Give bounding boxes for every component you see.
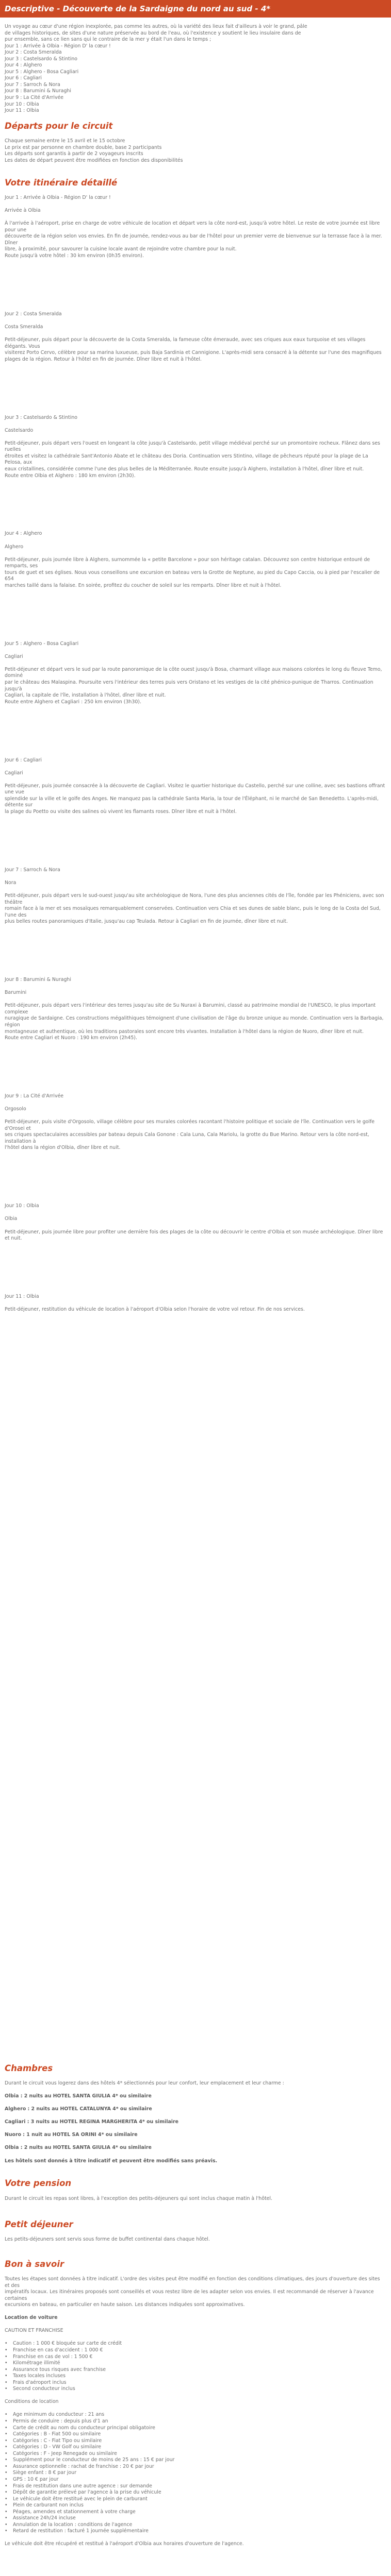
- day-description: Petit-déjeuner, puis départ pour la découverte de la Costa Smeralda, la fameuse côte émeraude, avec ses criques aux eaux turquoise et ses villages élégants. Vous: [5, 337, 366, 349]
- day-description: Petit-déjeuner, restitution du véhicule de location à l'aéroport d'Olbia selon l'horaire de votre vol retour. Fin de nos services.: [5, 1307, 305, 1313]
- day-description: ses criques spectaculaires accessibles par bateau depuis Cala Gonone : Cala Luna, Cala Mariolu, la grotte du Bue Marino. Retour vers la côte nord-est, installation à: [5, 1132, 369, 1144]
- section-title-chambres: Chambres: [5, 2063, 53, 2073]
- condition-item: [5, 2477, 385, 2483]
- day-description: libre, à proximité, pour savourer la cuisine locale avant de rejoindre votre chambre pour la nuit.: [5, 246, 237, 252]
- intro-day: Jour 3 : Castelsardo & Stintino: [5, 56, 77, 62]
- car-item: [5, 2367, 385, 2374]
- section-title-pension: Votre pension: [5, 2178, 72, 2188]
- condition-item: [5, 2522, 385, 2529]
- intro-day: Jour 9 : La Cité d'Arrivée: [5, 95, 64, 101]
- day-description: romain face à la mer et ses mosaïques remarquablement conservées. Continuation vers Chia et ses dunes de sable blanc, puis le long de la Costa del Sud, l'une des: [5, 906, 381, 918]
- condition-item-text: Carte de crédit au nom du conducteur principal obligatoire: [13, 2425, 155, 2431]
- car-item: [5, 2347, 385, 2354]
- day-title: Jour 6 : Cagliari: [5, 757, 42, 763]
- car-item-text: Second conducteur inclus: [13, 2386, 75, 2392]
- intro-day: Jour 7 : Sarroch & Nora: [5, 81, 60, 88]
- condition-item-text: Supplément pour le conducteur de moins de 25 ans : 15 € par jour: [13, 2457, 175, 2463]
- day-description: À l'arrivée à l'aéroport, prise en charge de votre véhicule de location et départ vers la côte nord-est, jusqu'à votre hôtel. Le reste de votre journée est libre pour une: [5, 221, 380, 233]
- intro-day: Jour 1 : Arrivée à Olbia - Région D' la cœur !: [5, 43, 111, 49]
- day-location: Orgosolo: [5, 1106, 26, 1112]
- bullet-icon: •: [5, 2528, 8, 2534]
- condition-item-text: Permis de conduire : depuis plus d'1 an: [13, 2418, 108, 2425]
- day-title: Jour 3 : Castelsardo & Stintino: [5, 414, 77, 420]
- bullet-icon: •: [5, 2437, 8, 2444]
- bullet-icon: •: [5, 2463, 8, 2469]
- intro-day: Jour 2 : Costa Smeralda: [5, 49, 62, 56]
- condition-item-text: Catégories : D - VW Golf ou similaire: [13, 2444, 102, 2450]
- day-title: Jour 2 : Costa Smeralda: [5, 311, 62, 317]
- day-description: tours de guet et ses églises. Nous vous conseillons une excursion en bateau vers la Grotte de Neptune, au pied du Capo Caccia, ou à pied par l'escalier de 654: [5, 569, 380, 582]
- car-item-text: Franchise en cas d'accident : 1 000 €: [13, 2347, 103, 2353]
- condition-item: [5, 2438, 385, 2445]
- condition-item: [5, 2509, 385, 2516]
- car-item: [5, 2341, 385, 2347]
- bullet-icon: •: [5, 2353, 8, 2360]
- condition-item: [5, 2489, 385, 2496]
- day-title: Jour 8 : Barumini & Nuraghi: [5, 977, 71, 983]
- condition-item: [5, 2502, 385, 2509]
- day-description: eaux cristallines, considérée comme l'une des plus belles de la Méditerranée. Route ensuite jusqu'à Alghero, installation à l'hôtel, dîner libre et nuit.: [5, 466, 364, 472]
- bullet-icon: •: [5, 2444, 8, 2450]
- day-title: Jour 7 : Sarroch & Nora: [5, 867, 60, 873]
- day-location: Alghero: [5, 544, 24, 550]
- condition-item-text: Dépôt de garantie prélevé par l'agence à la prise du véhicule: [13, 2489, 161, 2496]
- condition-item: [5, 2444, 385, 2451]
- bon-a-savoir-text: [5, 2276, 385, 2548]
- condition-item-text: Le véhicule doit être restitué avec le plein de carburant: [13, 2496, 148, 2502]
- intro-line: Un voyage au cœur d'une région inexplorée, pas comme les autres, où la variété des lieux fait d'ailleurs à voir le grand, pâle: [5, 24, 307, 29]
- itinerary: [5, 195, 385, 1365]
- bullet-icon: •: [5, 2502, 8, 2509]
- bullet-icon: •: [5, 2373, 8, 2379]
- condition-item: [5, 2528, 385, 2535]
- depart-line: Les départs sont garantis à partir de 2 voyageurs inscrits: [5, 151, 143, 157]
- hotel-item: Olbia : 2 nuits au HOTEL SANTA GIULIA 4* ou similaire: [5, 2093, 152, 2099]
- intro-day: Jour 6 : Cagliari: [5, 75, 42, 81]
- car-item-text: Taxes locales incluses: [13, 2373, 66, 2379]
- intro-day: Jour 11 : Olbia: [5, 108, 39, 114]
- condition-item: [5, 2412, 385, 2418]
- petit-dej-text: [5, 2236, 385, 2243]
- condition-item-text: Catégories : F - Jeep Renegade ou similaire: [13, 2450, 117, 2456]
- car-item: [5, 2386, 385, 2393]
- day-description: plus belles routes panoramiques d'Italie, jusqu'au cap Teulada. Retour à Cagliari en fin de journée, dîner libre et nuit.: [5, 919, 288, 925]
- day-description: par le château des Malaspina. Poursuite vers l'intérieur des terres puis vers Oristano et les vestiges de la cité phénico-punique de Tharros. Continuation jusqu'à: [5, 680, 373, 692]
- condition-item: [5, 2418, 385, 2425]
- day-description: l'hôtel dans la région d'Olbia, dîner libre et nuit.: [5, 1145, 121, 1151]
- depart-line: Chaque semaine entre le 15 avril et le 15 octobre: [5, 138, 125, 144]
- car-item-text: Kilométrage illimité: [13, 2360, 60, 2366]
- day-description: découverte de la région selon vos envies. En fin de journée, rendez-vous au bar de l'hôtel pour un premier verre de bienvenue sur la terrasse face à la mer. Dîner: [5, 233, 382, 246]
- bullet-icon: •: [5, 2347, 8, 2353]
- bullet-icon: •: [5, 2489, 8, 2496]
- day-description: étroites et visitez la cathédrale Sant'Antonio Abate et le château des Doria. Continuation vers Stintino, village de pêcheurs réputé pour la plage de La Pelosa, aux: [5, 453, 368, 466]
- intro-line: pur ensemble, sans ce lien sans qui le contraire de la mer y était l'un dans le temps ;: [5, 37, 211, 43]
- car-item: [5, 2373, 385, 2380]
- day-description: Petit-déjeuner, puis visite d'Orgosolo, village célèbre pour ses murales colorées racontant l'histoire politique et sociale de l'île. Continuation vers le golfe d'Orosei et: [5, 1119, 375, 1131]
- day-location: Barumini: [5, 990, 27, 996]
- hotel-item: Cagliari : 3 nuits au HOTEL REGINA MARGHERITA 4* ou similaire: [5, 2119, 178, 2125]
- condition-item: [5, 2515, 385, 2522]
- car-caution-title: CAUTION ET FRANCHISE: [5, 2328, 63, 2334]
- bullet-icon: •: [5, 2386, 8, 2392]
- bon-a-savoir-line: excursions en bateau, en particulier en haute saison. Les distances indiquées sont approximatives.: [5, 2302, 245, 2308]
- condition-item-text: Frais de restitution dans une autre agence : sur demande: [13, 2483, 152, 2489]
- day-description: Route jusqu'à votre hôtel : 30 km environ (0h35 environ).: [5, 252, 144, 259]
- day-description: splendide sur la ville et le golfe des Anges. Ne manquez pas la cathédrale Santa Maria, la tour de l'Éléphant, ni le marché de San Benedetto. L'après-midi, détente sur: [5, 795, 379, 808]
- day-title: Jour 4 : Alghero: [5, 531, 42, 537]
- condition-item-text: Assurance optionnelle : rachat de franchise : 20 € par jour: [13, 2463, 154, 2469]
- bullet-icon: •: [5, 2509, 8, 2515]
- car-item-text: Caution : 1 000 € bloquée sur carte de crédit: [13, 2341, 122, 2347]
- day-description: la plage du Poetto ou visite des salines où vivent les flamants roses. Dîner libre et nuit à l'hôtel.: [5, 808, 237, 815]
- depart-text: [5, 138, 385, 164]
- car-item: [5, 2354, 385, 2361]
- pension-line: Durant le circuit les repas sont libres, à l'exception des petits-déjeuners qui sont inclus chaque matin à l'hôtel.: [5, 2196, 272, 2201]
- day-description: Petit-déjeuner, puis journée consacrée à la découverte de Cagliari. Visitez le quartier historique du Castello, perché sur une colline, avec ses bastions offrant une vue: [5, 783, 385, 795]
- bullet-icon: •: [5, 2483, 8, 2489]
- intro-day: Jour 4 : Alghero: [5, 62, 42, 69]
- bullet-icon: •: [5, 2431, 8, 2437]
- bullet-icon: •: [5, 2515, 8, 2521]
- condition-item-text: GPS : 10 € par jour: [13, 2476, 59, 2482]
- condition-item-text: Plein de carburant non inclus: [13, 2502, 84, 2509]
- condition-item-text: Age minimum du conducteur : 21 ans: [13, 2412, 105, 2418]
- intro-summary: [5, 24, 345, 114]
- day-description: Petit-déjeuner, puis départ vers le sud-ouest jusqu'au site archéologique de Nora, l'une des plus anciennes cités de l'île, fondée par les Phéniciens, avec son théâtre: [5, 893, 384, 905]
- condition-item: [5, 2425, 385, 2432]
- day-title: Jour 9 : La Cité d'Arrivée: [5, 1093, 64, 1099]
- car-item: [5, 2380, 385, 2386]
- day-location: Costa Smeralda: [5, 324, 43, 330]
- condition-item: [5, 2496, 385, 2503]
- bullet-icon: •: [5, 2450, 8, 2456]
- bon-a-savoir-line: impératifs locaux. Les itinéraires proposés sont conseillés et vous restez libre de les adapter selon vos envies. Il est recommandé de réserver à l'avance certaines: [5, 2289, 374, 2301]
- day-location: Cagliari: [5, 653, 23, 659]
- day-title: Jour 11 : Olbia: [5, 1293, 39, 1299]
- bullet-icon: •: [5, 2418, 8, 2425]
- day-description: visiterez Porto Cervo, célèbre pour sa marina luxueuse, puis Baja Sardinia et Cannigione. L'après-midi sera consacré à la détente sur l'une des magnifiques: [5, 350, 382, 356]
- day-description: nuragique de Sardaigne. Ces constructions mégalithiques témoignent d'une civilisation de l'âge du bronze unique au monde. Continuation vers la Barbagia, région: [5, 1015, 384, 1028]
- condition-item-text: Péages, amendes et stationnement à votre charge: [13, 2509, 136, 2515]
- section-title-bon-a-savoir: Bon à savoir: [5, 2259, 64, 2269]
- bullet-icon: •: [5, 2412, 8, 2418]
- condition-item: [5, 2470, 385, 2477]
- day-title: Jour 10 : Olbia: [5, 1203, 39, 1209]
- bullet-icon: •: [5, 2366, 8, 2372]
- condition-item: [5, 2483, 385, 2490]
- day-description: plages de la région. Retour à l'hôtel en fin de journée. Dîner libre et nuit à l'hôtel.: [5, 356, 202, 362]
- car-item-text: Assurance tous risques avec franchise: [13, 2366, 106, 2372]
- day-description: Petit-déjeuner, puis départ vers l'intérieur des terres jusqu'au site de Su Nuraxi à Barumini, classé au patrimoine mondial de l'UNESCO, le plus important complexe: [5, 1003, 376, 1015]
- bullet-icon: •: [5, 2379, 8, 2385]
- day-description: Petit-déjeuner, puis journée libre à Alghero, surnommée la « petite Barcelone » pour son héritage catalan. Découvrez son centre historique entouré de remparts, ses: [5, 556, 370, 569]
- day-title: Jour 1 : Arrivée à Olbia - Région D' la cœur !: [5, 195, 111, 200]
- condition-item-text: Annulation de la location : conditions de l'agence: [13, 2521, 133, 2528]
- depart-line: Le prix est par personne en chambre double, base 2 participants: [5, 144, 162, 150]
- day-location: Cagliari: [5, 770, 23, 776]
- day-location: Castelsardo: [5, 427, 34, 433]
- day-location: Arrivée à Olbia: [5, 208, 41, 214]
- petit-dej-line: Les petits-déjeuners sont servis sous forme de buffet continental dans chaque hôtel.: [5, 2236, 210, 2242]
- day-title: Jour 5 : Alghero - Bosa Cagliari: [5, 640, 79, 647]
- condition-item-text: Siège enfant : 8 € par jour: [13, 2470, 77, 2476]
- page-title: Descriptive - Découverte de la Sardaigne du nord au sud - 4*: [0, 0, 391, 18]
- bullet-icon: •: [5, 2496, 8, 2502]
- car-item-text: Frais d'aéroport inclus: [13, 2379, 67, 2385]
- pension-text: [5, 2196, 385, 2202]
- intro-day: Jour 10 : Olbia: [5, 101, 39, 107]
- bullet-icon: •: [5, 2425, 8, 2431]
- intro-line: de villages historiques, de sites d'une nature préservée au bord de l'eau, où l'existence y soutient le lieu insulaire dans de: [5, 30, 301, 36]
- section-title-petit-dej: Petit déjeuner: [5, 2219, 73, 2229]
- bon-a-savoir-line: Toutes les étapes sont données à titre indicatif. L'ordre des visites peut être modifié en fonction des conditions climatiques, des jours d'ouverture des sites et des: [5, 2276, 380, 2289]
- hotel-item: Nuoro : 1 nuit au HOTEL SA ORINI 4* ou similaire: [5, 2132, 138, 2138]
- hotel-item: Olbia : 2 nuits au HOTEL SANTA GIULIA 4* ou similaire: [5, 2145, 152, 2151]
- section-title-itineraire: Votre itinéraire détaillé: [5, 178, 118, 188]
- section-title-depart: Départs pour le circuit: [5, 121, 113, 131]
- car-rental-title: Location de voiture: [5, 2315, 58, 2321]
- day-location: Nora: [5, 879, 17, 886]
- condition-item: [5, 2464, 385, 2470]
- condition-item-text: Retard de restitution : facturé 1 journée supplémentaire: [13, 2528, 149, 2534]
- day-description: montagneuse et authentique, où les traditions pastorales sont encore très vivantes. Installation à l'hôtel dans la région de Nuoro, dîner libre et nuit.: [5, 1028, 364, 1035]
- condition-item-text: Catégories : B - Fiat 500 ou similaire: [13, 2431, 101, 2437]
- day-description: Petit-déjeuner, puis journée libre pour profiter une dernière fois des plages de la côte ou découvrir le centre d'Olbia et son musée archéologique. Dîner libre et nuit.: [5, 1229, 383, 1242]
- car-conditions-title: Conditions de location: [5, 2399, 59, 2405]
- day-description: marches taillé dans la falaise. En soirée, profitez du coucher de soleil sur les remparts. Dîner libre et nuit à l'hôtel.: [5, 582, 282, 588]
- bullet-icon: •: [5, 2360, 8, 2366]
- intro-day: Jour 8 : Barumini & Nuraghi: [5, 88, 71, 94]
- car-item-text: Franchise en cas de vol : 1 500 €: [13, 2353, 93, 2360]
- condition-item: [5, 2457, 385, 2464]
- bullet-icon: •: [5, 2521, 8, 2528]
- condition-item: [5, 2431, 385, 2438]
- bullet-icon: •: [5, 2470, 8, 2476]
- day-description: Route entre Olbia et Alghero : 180 km environ (2h30).: [5, 472, 136, 479]
- bullet-icon: •: [5, 2476, 8, 2482]
- chambres-text: [5, 2080, 385, 2164]
- condition-item: [5, 2451, 385, 2458]
- intro-day: Jour 5 : Alghero - Bosa Cagliari: [5, 69, 79, 75]
- day-description: Route entre Cagliari et Nuoro : 190 km environ (2h45).: [5, 1035, 137, 1041]
- chambres-note: Les hôtels sont donnés à titre indicatif et peuvent être modifiés sans préavis.: [5, 2158, 218, 2164]
- bullet-icon: •: [5, 2457, 8, 2463]
- day-description: Petit-déjeuner et départ vers le sud par la route panoramique de la côte ouest jusqu'à Bosa, charmant village aux maisons colorées le long du fleuve Temo, dominé: [5, 666, 382, 679]
- condition-item-text: Catégories : C - Fiat Tipo ou similaire: [13, 2437, 102, 2444]
- bullet-icon: •: [5, 2341, 8, 2347]
- condition-item-text: Assistance 24h/24 incluse: [13, 2515, 76, 2521]
- car-end-note: Le véhicule doit être récupéré et restitué à l'aéroport d'Olbia aux horaires d'ouverture de l'agence.: [5, 2541, 244, 2547]
- day-description: Route entre Alghero et Cagliari : 250 km environ (3h30).: [5, 699, 141, 705]
- day-description: Petit-déjeuner, puis départ vers l'ouest en longeant la côte jusqu'à Castelsardo, petit village médiéval perché sur un promontoire rocheux. Flânez dans ses ruelles: [5, 440, 380, 453]
- depart-line: Les dates de départ peuvent être modifiées en fonction des disponibilités: [5, 157, 183, 163]
- car-item: [5, 2360, 385, 2367]
- day-location: Olbia: [5, 1216, 18, 1222]
- hotel-item: Alghero : 2 nuits au HOTEL CATALUNYA 4* ou similaire: [5, 2106, 152, 2112]
- day-description: Cagliari, la capitale de l'île, installation à l'hôtel, dîner libre et nuit.: [5, 692, 166, 699]
- chambres-intro: Durant le circuit vous logerez dans des hôtels 4* sélectionnés pour leur confort, leur emplacement et leur charme :: [5, 2080, 284, 2086]
